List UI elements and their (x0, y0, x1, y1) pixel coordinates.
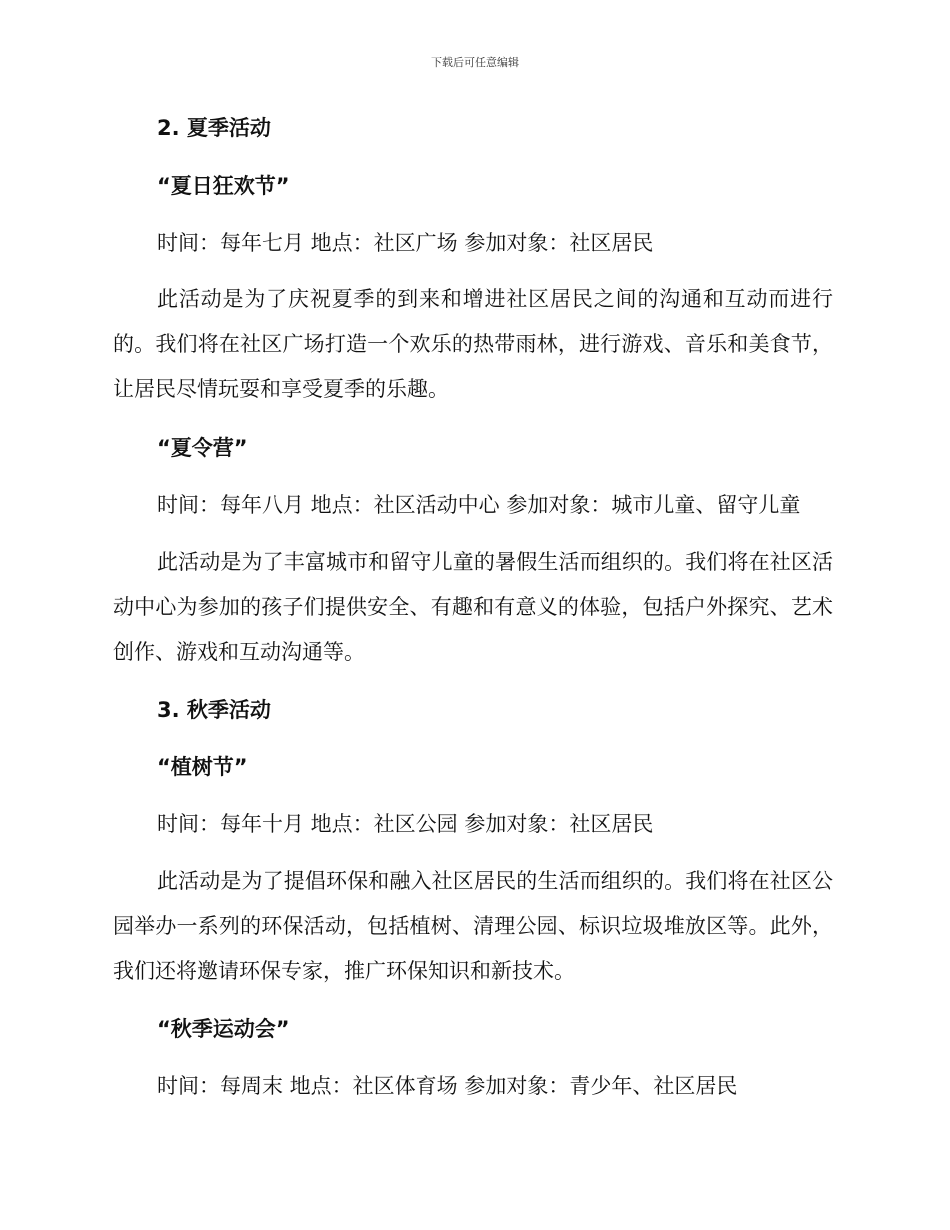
event-description-tree-planting: 此活动是为了提倡环保和融入社区居民的生活而组织的。我们将在社区公园举办一系列的环保活动，包括植树、清理公园、标识垃圾堆放区等。此外，我们还将邀请环保专家，推广环保知识和新技术。 (113, 869, 833, 983)
section-heading-autumn: 3. 秋季活动 (157, 698, 271, 722)
event-info-summer-carnival: 时间：每年七月 地点：社区广场 参加对象：社区居民 (157, 231, 654, 255)
event-title-summer-camp: “夏令营” (157, 436, 248, 460)
event-info-tree-planting: 时间：每年十月 地点：社区公园 参加对象：社区居民 (157, 812, 654, 836)
header-note: 下载后可任意编辑 (431, 56, 519, 69)
event-description-summer-camp: 此活动是为了丰富城市和留守儿童的暑假生活而组织的。我们将在社区活动中心为参加的孩子们提供安全、有趣和有意义的体验，包括户外探究、艺术创作、游戏和互动沟通等。 (113, 550, 833, 664)
event-description-summer-carnival: 此活动是为了庆祝夏季的到来和增进社区居民之间的沟通和互动而进行的。我们将在社区广场打造一个欢乐的热带雨林，进行游戏、音乐和美食节，让居民尽情玩耍和享受夏季的乐趣。 (113, 287, 833, 401)
event-title-tree-planting: “植树节” (157, 755, 248, 779)
event-title-autumn-sports: “秋季运动会” (157, 1017, 290, 1041)
event-title-summer-carnival: “夏日狂欢节” (157, 174, 290, 198)
section-heading-summer: 2. 夏季活动 (157, 116, 271, 140)
event-info-summer-camp: 时间：每年八月 地点：社区活动中心 参加对象：城市儿童、留守儿童 (157, 493, 801, 517)
event-info-autumn-sports: 时间：每周末 地点：社区体育场 参加对象：青少年、社区居民 (157, 1074, 738, 1098)
